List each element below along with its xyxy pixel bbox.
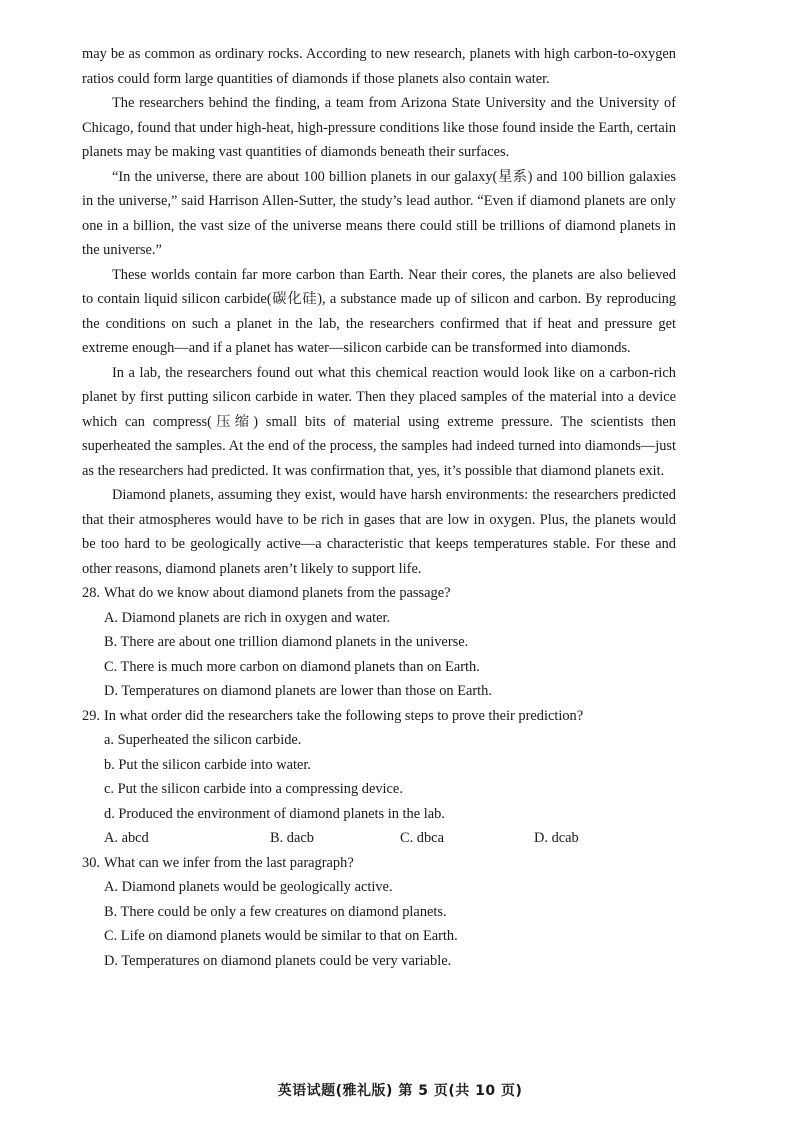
option-b: B. dacb bbox=[270, 830, 314, 846]
question-text: What do we know about diamond planets from the passage? bbox=[104, 585, 451, 601]
option-a: A. abcd bbox=[104, 830, 149, 846]
step-b: b. Put the silicon carbide into water. bbox=[104, 756, 312, 773]
step-a: a. Superheated the silicon carbide. bbox=[104, 732, 302, 748]
page-footer: 英语试题(雅礼版) 第 5 页(共 10 页) bbox=[277, 1083, 523, 1099]
option-a: A. Diamond planets are rich in oxygen and water. bbox=[104, 609, 391, 626]
question-number: 28. bbox=[82, 585, 100, 601]
option-b: B. There are about one trillion diamond planets in the universe. bbox=[104, 634, 469, 650]
paragraph: These worlds contain far more carbon than Earth. Near their cores, the planets are also believed to contain liquid silicon carbide(碳化硅), a substance made up of silicon and carbon. By reproducing the conditions on such a planet in the lab, the researchers confirmed that if heat and pressure get extreme enough—and if a planet has water—silicon carbide can be transformed into diamonds. bbox=[82, 266, 676, 356]
question-stem bbox=[82, 851, 676, 876]
option-c: C. There is much more carbon on diamond planets than on Earth. bbox=[104, 658, 480, 675]
option-c: C. dbca bbox=[400, 830, 444, 846]
paragraph: may be as common as ordinary rocks. According to new research, planets with high carbon-to-oxygen ratios could form large quantities of diamonds if those planets also contain water. bbox=[82, 46, 676, 87]
question-text: What can we infer from the last paragraph? bbox=[104, 854, 354, 871]
paragraph: Diamond planets, assuming they exist, would have harsh environments: the researchers predicted that their atmospheres would have to be rich in gases that are low in oxygen. Plus, the planets would be too hard to be geologically active—a characteristic that keeps temperatures stable. For these and other reasons, diamond planets aren’t likely to support life. bbox=[82, 487, 676, 577]
step-d: d. Produced the environment of diamond planets in the lab. bbox=[104, 805, 445, 822]
paragraph: The researchers behind the finding, a team from Arizona State University and the University of Chicago, found that under high-heat, high-pressure conditions like those found inside the Earth, certain planets may be making vast quantities of diamonds beneath their surfaces. bbox=[82, 95, 676, 160]
options-row bbox=[104, 826, 676, 851]
passage-content bbox=[82, 42, 676, 973]
question-30 bbox=[82, 851, 676, 974]
question-stem bbox=[82, 581, 676, 606]
question-text: In what order did the researchers take the following steps to prove their prediction? bbox=[104, 707, 584, 724]
question-number: 29. bbox=[82, 707, 100, 724]
option-c: C. Life on diamond planets would be similar to that on Earth. bbox=[104, 928, 458, 944]
paragraph: In a lab, the researchers found out what this chemical reaction would look like on a carbon-rich planet by first putting silicon carbide in water. Then they placed samples of the material into a device which can compress(压缩) small bits of material using extreme pressure. The scientists then superheated the samples. At the end of the process, the samples had indeed turned into diamonds—just as the researchers had predicted. It was confirmation that, yes, it’s possible that diamond planets exit. bbox=[82, 364, 676, 479]
question-29 bbox=[82, 704, 676, 851]
option-d: D. Temperatures on diamond planets could be very variable. bbox=[104, 952, 452, 969]
option-b: B. There could be only a few creatures on diamond planets. bbox=[104, 903, 447, 920]
option-d: D. Temperatures on diamond planets are lower than those on Earth. bbox=[104, 683, 492, 699]
option-d: D. dcab bbox=[534, 830, 579, 846]
step-c: c. Put the silicon carbide into a compressing device. bbox=[104, 781, 403, 797]
question-stem bbox=[82, 704, 676, 729]
option-a: A. Diamond planets would be geologically active. bbox=[104, 879, 393, 895]
question-number: 30. bbox=[82, 854, 100, 871]
question-28 bbox=[82, 581, 676, 704]
paragraph: “In the universe, there are about 100 billion planets in our galaxy(星系) and 100 billion galaxies in the universe,” said Harrison Allen-Sutter, the study’s lead author. “Even if diamond planets are only one in a billion, the vast size of the universe means there could still be trillions of diamond planets in the universe.” bbox=[82, 168, 676, 258]
